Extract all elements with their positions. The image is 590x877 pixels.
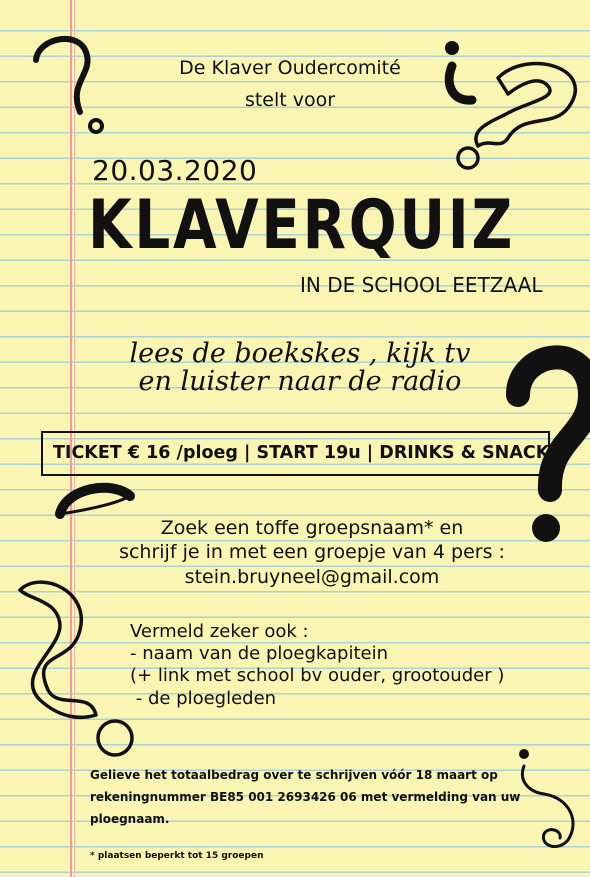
payment-line2: rekeningnummer BE85 001 2693426 06 met vermelding van uw (90, 790, 521, 804)
payment-line3: ploegnaam. (90, 812, 170, 826)
signup-line2: schrijf je in met een groepje van 4 pers : (119, 541, 505, 563)
event-location: IN DE SCHOOL EETZAAL (300, 273, 543, 297)
question-mark-icon (510, 742, 590, 862)
payment-line1: Gelieve het totaalbedrag over te schrijven vóór 18 maart op (90, 768, 498, 782)
question-mark-icon (448, 58, 588, 178)
event-date: 20.03.2020 (92, 154, 258, 187)
mention-heading: Vermeld zeker ook : (130, 621, 309, 642)
subtitle-line: stelt voor (244, 89, 336, 111)
organizer-line: De Klaver Oudercomité (179, 57, 401, 79)
tagline-line2: en luister naar de radio (138, 366, 462, 397)
ticket-info: TICKET € 16 /ploeg | START 19u | DRINKS & SNACKS (53, 443, 562, 463)
footnote: * plaatsen beperkt tot 15 groepen (90, 851, 264, 861)
mention-item-captain: - naam van de ploegkapitein (130, 643, 389, 664)
mention-item-members: - de ploegleden (130, 688, 277, 709)
mention-item-link: (+ link met school bv ouder, grootouder ) (130, 665, 505, 686)
event-title: KLAVERQUIZ (88, 186, 516, 265)
question-mark-icon (0, 570, 140, 770)
ticket-bar (41, 431, 562, 476)
question-mark-icon (28, 30, 118, 140)
signup-line1: Zoek een toffe groepsnaam* en (160, 517, 464, 539)
tagline-line1: lees de boekskes , kijk tv (129, 338, 471, 369)
contact-email[interactable]: stein.bruyneel@gmail.com (184, 566, 440, 588)
